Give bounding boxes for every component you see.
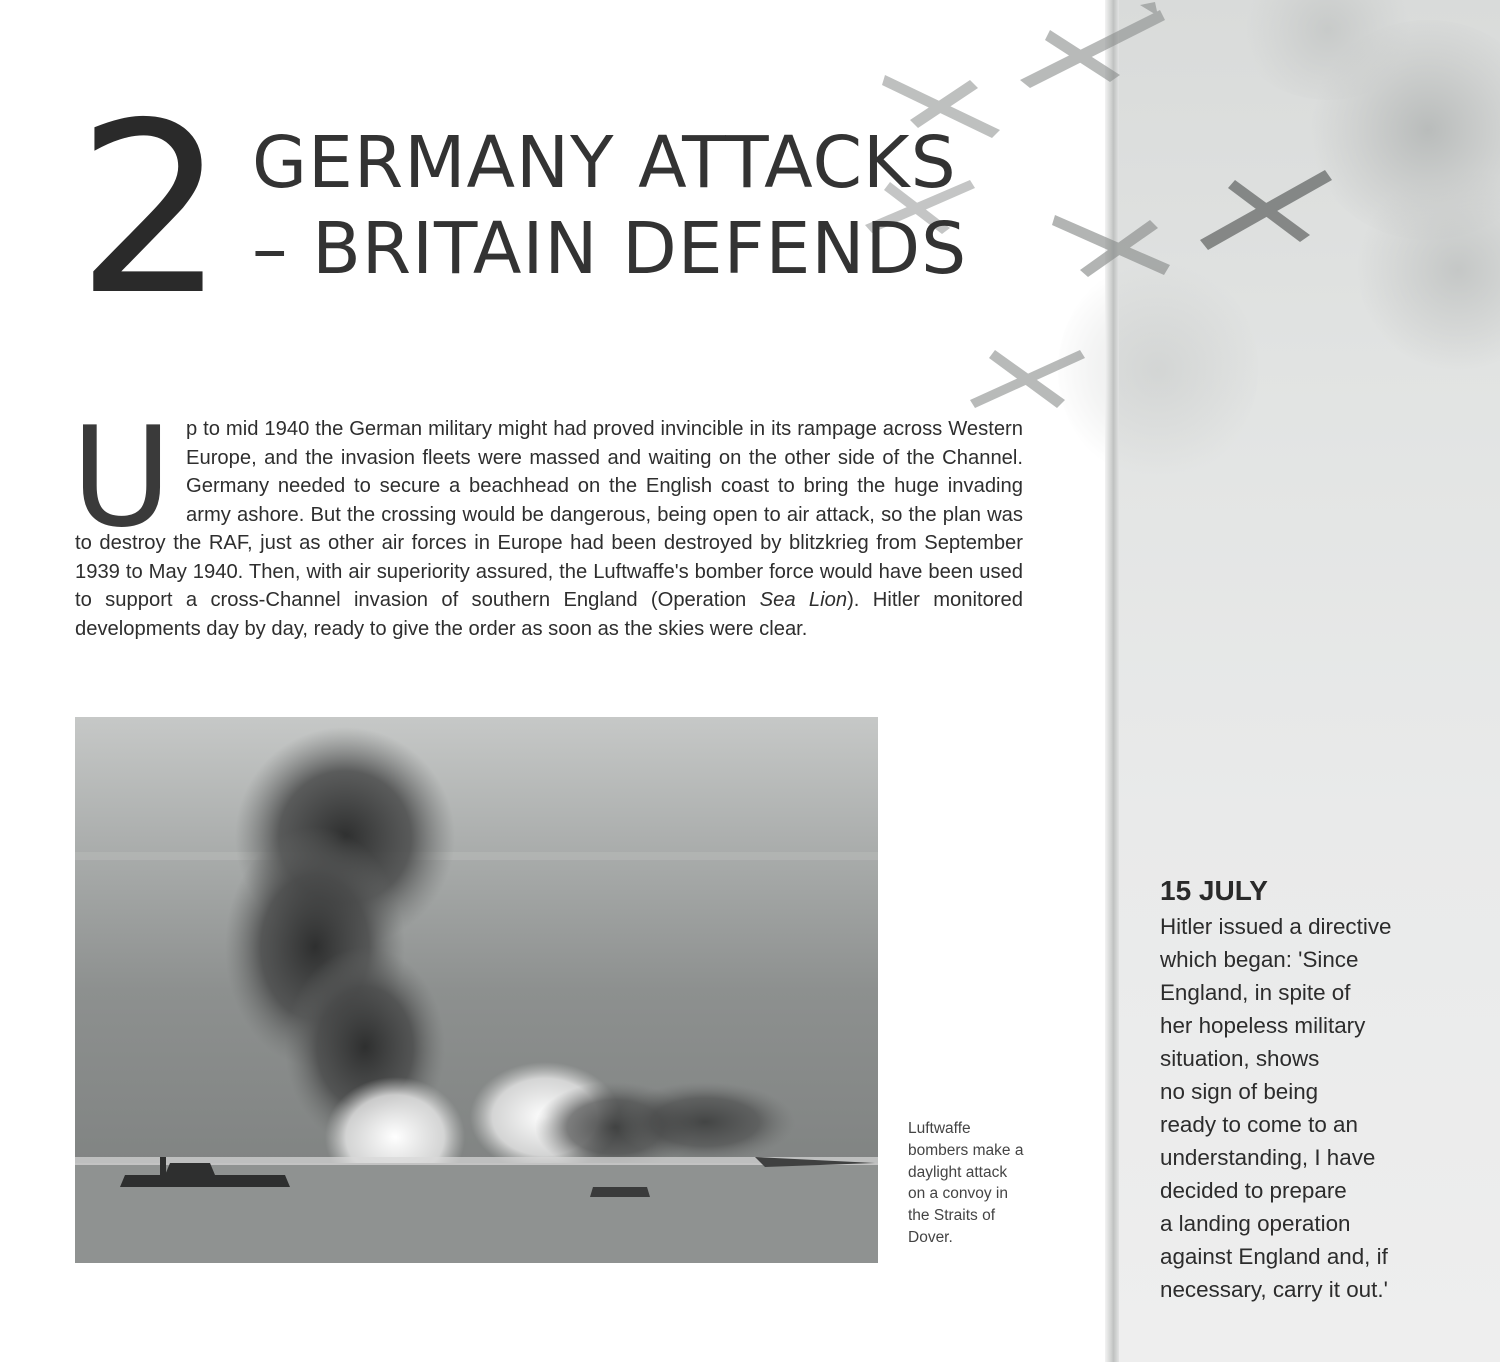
intro-text-end: ). Hitler monitored developments day by day, ready to give the order as soon as the skies were clear.: [75, 589, 1023, 640]
side-note-date: 15 JULY: [1160, 875, 1268, 906]
side-note-line: situation, shows: [1160, 1046, 1320, 1071]
drop-cap: U: [71, 397, 173, 558]
side-note-line: ready to come to an: [1160, 1112, 1358, 1137]
side-note-line: no sign of being: [1160, 1079, 1319, 1104]
side-note-line: her hopeless military: [1160, 1013, 1366, 1038]
spitfire-plane-icon: [1190, 160, 1340, 260]
side-note-line: necessary, carry it out.': [1160, 1277, 1388, 1302]
side-note-line: which began: 'Since: [1160, 947, 1359, 972]
side-note-line: against England and, if: [1160, 1244, 1388, 1269]
intro-italic: Sea Lion: [759, 589, 848, 611]
photo-caption: Luftwaffe bombers make a daylight attack on a convoy in the Straits of Dover.: [908, 1120, 1024, 1246]
side-note-text: [1160, 910, 1460, 1306]
spitfire-plane-icon: [965, 340, 1095, 420]
side-note-line: a landing operation: [1160, 1211, 1351, 1236]
spitfire-plane-icon: [1010, 0, 1170, 100]
side-note-line: Hitler issued a directive: [1160, 914, 1392, 939]
chapter-title-line1: GERMANY ATTACKS: [252, 121, 957, 204]
side-note-line: decided to prepare: [1160, 1178, 1347, 1203]
chapter-title: [252, 120, 967, 292]
intro-paragraph: [71, 397, 1023, 643]
intro-text: p to mid 1940 the German military might had proved invincible in its rampage across Western Europe, and the invasion fleets were massed and waiting on the other side of the Channel. Germany needed to secure a beachhead on the English coast to bring the huge invading army ashore. But the crossing would be dangerous, being open to air attack, so the plan was to destroy the RAF, just as other air forces in Europe had been destroyed by blitzkrieg from September 1939 to May 1940. Then, with air superiority assured, the Luftwaffe's bomber force would have been used to support a cross-Channel invasion of southern England (Operation: [75, 418, 1023, 611]
side-note-line: understanding, I have: [1160, 1145, 1376, 1170]
chapter-title-line2: – BRITAIN DEFENDS: [252, 207, 968, 290]
side-note: [1160, 872, 1460, 1306]
side-note-line: England, in spite of: [1160, 980, 1351, 1005]
spitfire-plane-icon: [1050, 195, 1180, 285]
chapter-number: 2: [76, 72, 223, 347]
convoy-attack-photo: [75, 717, 878, 1263]
